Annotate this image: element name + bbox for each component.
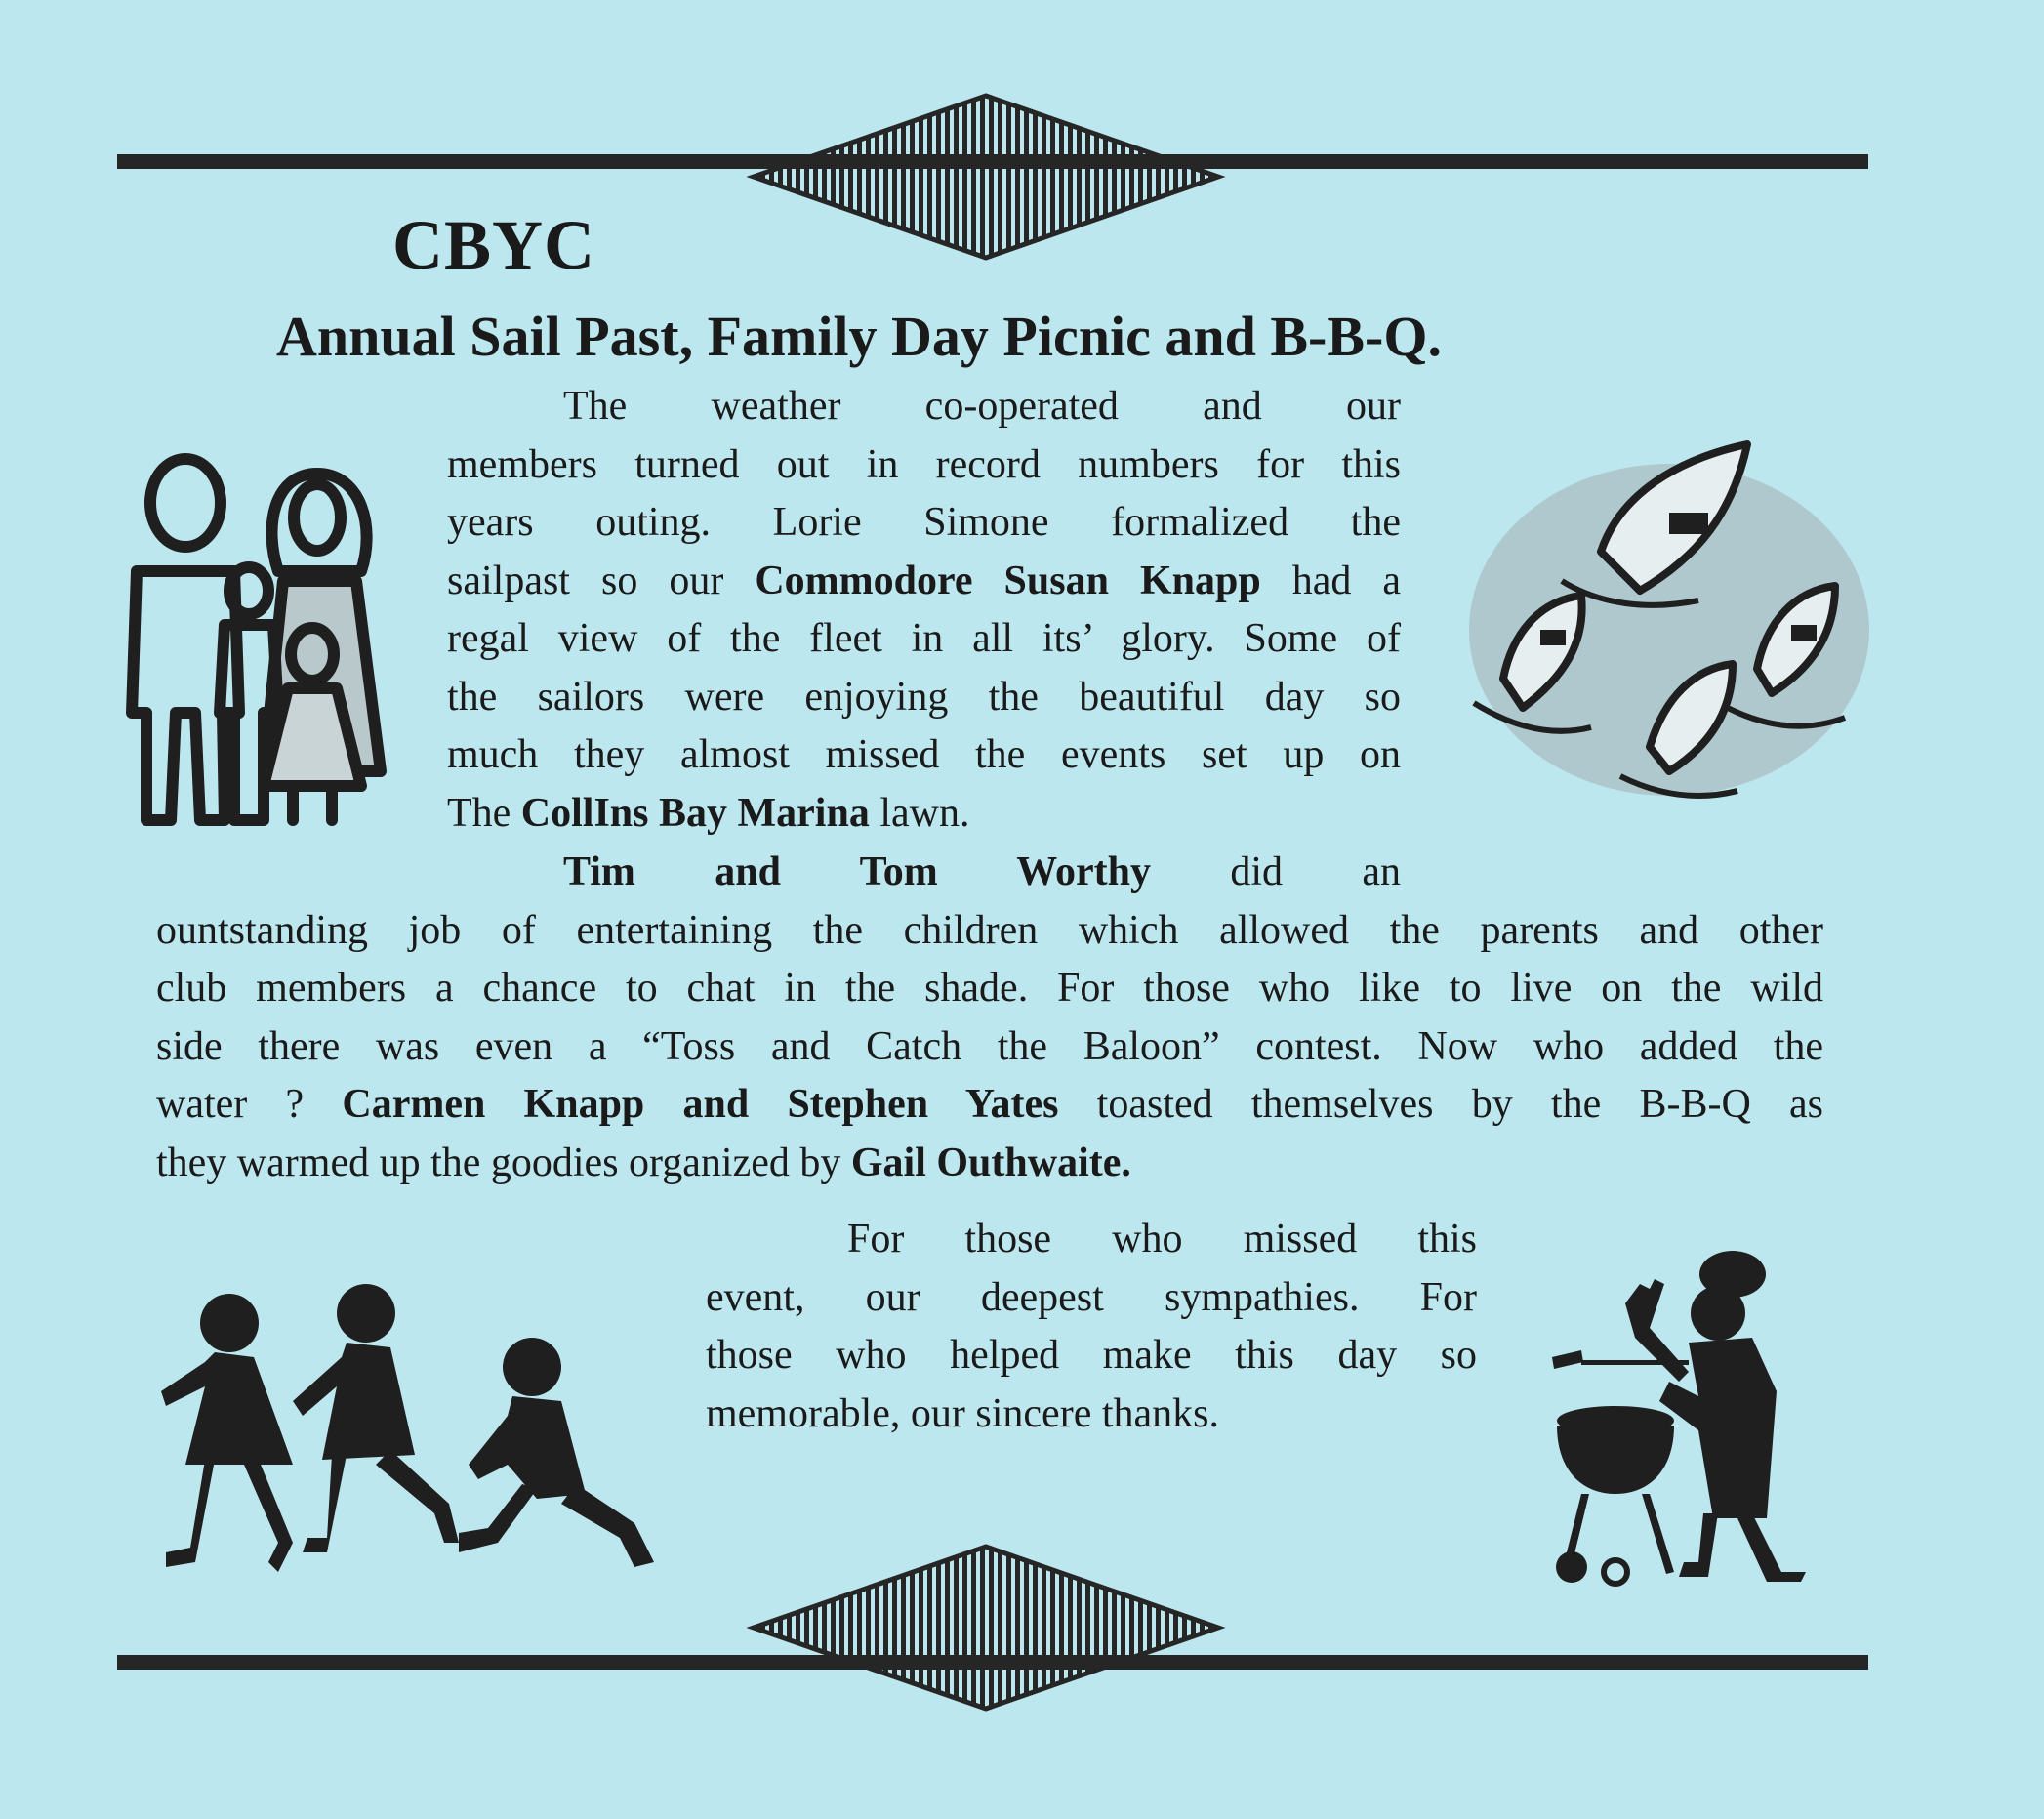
striped-diamond-icon: [752, 1545, 1220, 1711]
text-line: [447, 726, 1401, 784]
running-children-icon: [146, 1269, 674, 1592]
text-segment: those who helped make this day so: [706, 1333, 1477, 1378]
text-line: [563, 378, 1401, 435]
bold-name: CollIns Bay Marina: [520, 790, 870, 836]
text-segment: lawn.: [869, 790, 970, 836]
text-segment: club members a chance to chat in the shade. For those who like to live on the wild: [156, 966, 1823, 1011]
text-segment: years outing. Lorie Simone formalized the: [447, 500, 1401, 545]
text-line: [156, 902, 1823, 960]
text-segment: event, our deepest sympathies. For: [706, 1274, 1477, 1320]
text-line: [706, 1385, 1219, 1443]
text-segment: sailpast so our: [447, 558, 756, 603]
text-line: [447, 785, 970, 843]
text-segment: water ?: [156, 1082, 343, 1127]
text-line: [447, 669, 1401, 726]
text-segment: toasted themselves by the B-B-Q as: [1058, 1082, 1823, 1127]
sailboats-icon: [1454, 434, 1864, 815]
text-segment: The: [447, 790, 521, 836]
text-segment: For those who missed this: [847, 1217, 1477, 1261]
text-line: [156, 960, 1823, 1017]
text-segment: members turned out in record numbers for this: [447, 441, 1401, 487]
text-line: [447, 436, 1401, 494]
text-segment: The weather co-operated and our: [563, 384, 1401, 429]
text-line: [156, 1076, 1823, 1134]
text-line: [447, 553, 1401, 610]
text-segment: regal view of the fleet in all its’ glory. Some of: [447, 616, 1401, 661]
club-name: CBYC: [392, 206, 596, 284]
text-line: [706, 1327, 1477, 1385]
text-segment: they warmed up the goodies organized by: [156, 1139, 851, 1185]
bbq-chef-icon: [1542, 1235, 1796, 1587]
text-segment: much they almost missed the events set up on: [447, 732, 1401, 777]
text-segment: had a: [1260, 558, 1401, 603]
text-segment: ountstanding job of entertaining the children which allowed the parents and other: [156, 907, 1823, 953]
text-line: [447, 610, 1401, 668]
text-line: [563, 844, 1401, 901]
text-segment: the sailors were enjoying the beautiful day so: [447, 674, 1401, 720]
text-line: [156, 1018, 1823, 1076]
text-segment: memorable, our sincere thanks.: [706, 1390, 1219, 1436]
text-segment: side there was even a “Toss and Catch the Baloon” contest. Now who added the: [156, 1023, 1823, 1069]
text-segment: did an: [1150, 849, 1401, 894]
text-line: [447, 494, 1401, 552]
text-line: [706, 1269, 1477, 1327]
bold-name: Commodore Susan Knapp: [755, 558, 1261, 603]
bold-name: Gail Outhwaite.: [850, 1139, 1131, 1185]
striped-diamond-icon: [752, 94, 1220, 260]
bold-name: Carmen Knapp and Stephen Yates: [342, 1082, 1059, 1127]
article-title: Annual Sail Past, Family Day Picnic and B-B-Q.: [276, 305, 1442, 368]
text-line: [156, 1135, 1131, 1192]
text-line: [847, 1211, 1477, 1268]
bold-name: Tim and Tom Worthy: [563, 849, 1151, 894]
family-icon: [117, 459, 400, 830]
